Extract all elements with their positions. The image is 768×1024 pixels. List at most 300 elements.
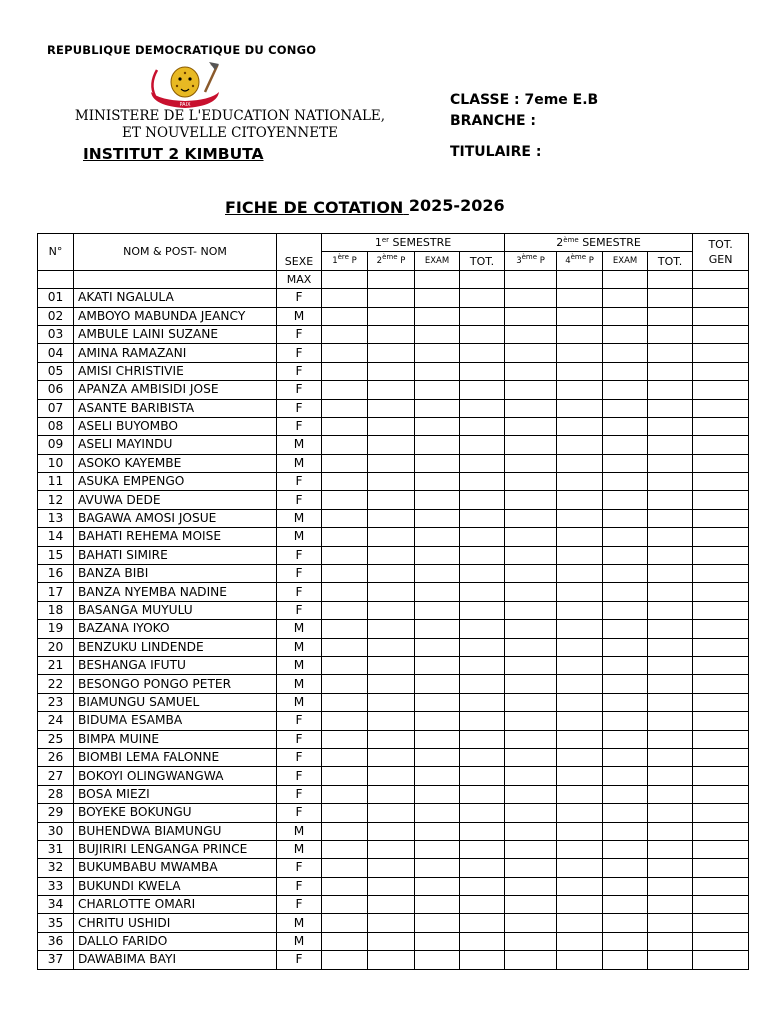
grade-cell: [415, 675, 460, 693]
grade-cell: [648, 638, 693, 656]
student-sexe: F: [277, 473, 322, 491]
period-2-header: 2ème P: [368, 252, 415, 270]
grade-cell: [693, 730, 749, 748]
grade-cell: [603, 399, 648, 417]
table-row: [38, 491, 749, 509]
grade-cell: [322, 417, 368, 435]
grade-cell: [693, 840, 749, 858]
grade-cell: [603, 804, 648, 822]
student-name: DAWABIMA BAYI: [74, 951, 277, 969]
table-row: [38, 840, 749, 858]
school-name: INSTITUT 2 KIMBUTA: [83, 145, 264, 163]
table-row: [38, 822, 749, 840]
grade-cell: [322, 473, 368, 491]
grade-cell: [505, 638, 557, 656]
student-name: BOYEKE BOKUNGU: [74, 804, 277, 822]
grade-cell: [415, 804, 460, 822]
grade-cell: [460, 932, 505, 950]
grade-cell: [693, 344, 749, 362]
grade-cell: [460, 767, 505, 785]
grade-cell: [648, 436, 693, 454]
student-name: AMBOYO MABUNDA JEANCY: [74, 307, 277, 325]
grade-cell: [368, 748, 415, 766]
grade-cell: [693, 565, 749, 583]
table-row: [38, 859, 749, 877]
grade-cell: [693, 712, 749, 730]
student-name: BENZUKU LINDENDE: [74, 638, 277, 656]
grade-cell: [322, 932, 368, 950]
grade-cell: [460, 583, 505, 601]
grade-cell: [603, 822, 648, 840]
grade-cell: [557, 491, 603, 509]
student-sexe: F: [277, 748, 322, 766]
grade-cell: [505, 951, 557, 969]
student-name: BIOMBI LEMA FALONNE: [74, 748, 277, 766]
exam-2-header: EXAM: [603, 252, 648, 270]
table-row: [38, 565, 749, 583]
student-name: BOKOYI OLINGWANGWA: [74, 767, 277, 785]
grade-cell: [460, 877, 505, 895]
table-row: [38, 877, 749, 895]
table-row: [38, 932, 749, 950]
table-row: [38, 693, 749, 711]
grade-cell: [460, 785, 505, 803]
table-row: [38, 730, 749, 748]
student-name: BIAMUNGU SAMUEL: [74, 693, 277, 711]
grade-cell: [603, 932, 648, 950]
table-row: [38, 344, 749, 362]
grade-cell: [557, 767, 603, 785]
grade-cell: [322, 289, 368, 307]
grade-cell: [322, 325, 368, 343]
table-row: [38, 509, 749, 527]
row-number: 22: [38, 675, 74, 693]
grade-cell: [415, 307, 460, 325]
grade-cell: [460, 840, 505, 858]
row-number: 18: [38, 601, 74, 619]
table-row: [38, 583, 749, 601]
grade-cell: [322, 601, 368, 619]
student-sexe: F: [277, 601, 322, 619]
grade-cell: [368, 804, 415, 822]
student-sexe: M: [277, 656, 322, 674]
tot-2-header: TOT.: [648, 252, 693, 270]
grade-cell: [693, 859, 749, 877]
grade-cell: [415, 325, 460, 343]
grade-cell: [460, 951, 505, 969]
grade-cell: [693, 601, 749, 619]
grade-cell: [557, 877, 603, 895]
grade-cell: [368, 436, 415, 454]
grade-cell: [415, 712, 460, 730]
table-row: [38, 307, 749, 325]
grade-cell: [415, 473, 460, 491]
grade-cell: [693, 381, 749, 399]
grade-cell: [505, 859, 557, 877]
grade-cell: [460, 307, 505, 325]
row-number: 20: [38, 638, 74, 656]
grade-cell: [415, 638, 460, 656]
table-row: [38, 454, 749, 472]
grade-cell: [368, 822, 415, 840]
student-sexe: F: [277, 344, 322, 362]
grade-cell: [603, 712, 648, 730]
grade-cell: [460, 675, 505, 693]
grade-cell: [603, 638, 648, 656]
student-sexe: M: [277, 822, 322, 840]
grade-cell: [415, 730, 460, 748]
grade-cell: [693, 546, 749, 564]
row-number: 07: [38, 399, 74, 417]
table-row: [38, 417, 749, 435]
grade-cell: [368, 565, 415, 583]
student-name: CHRITU USHIDI: [74, 914, 277, 932]
grade-cell: [603, 914, 648, 932]
student-name: BAHATI SIMIRE: [74, 546, 277, 564]
table-row: [38, 656, 749, 674]
grade-cell: [505, 436, 557, 454]
grade-cell: [603, 767, 648, 785]
grade-cell: [603, 289, 648, 307]
grade-cell: [368, 546, 415, 564]
grade-cell: [322, 528, 368, 546]
grade-cell: [505, 454, 557, 472]
grade-cell: [648, 417, 693, 435]
grade-cell: [322, 748, 368, 766]
grade-cell: [368, 675, 415, 693]
grade-cell: [603, 417, 648, 435]
grade-cell: [415, 344, 460, 362]
table-row: [38, 767, 749, 785]
grade-cell: [368, 454, 415, 472]
grade-cell: [505, 417, 557, 435]
grade-cell: [505, 381, 557, 399]
col-sexe-header: SEXE: [277, 234, 322, 271]
semester-1-header: 1er SEMESTRE: [322, 234, 505, 252]
row-number: 09: [38, 436, 74, 454]
grade-cell: [415, 822, 460, 840]
student-sexe: M: [277, 528, 322, 546]
grade-cell: [603, 473, 648, 491]
grade-cell: [322, 840, 368, 858]
grade-cell: [322, 693, 368, 711]
row-number: 23: [38, 693, 74, 711]
grade-cell: [603, 656, 648, 674]
class-label: CLASSE : 7eme E.B: [450, 92, 599, 108]
student-sexe: F: [277, 804, 322, 822]
branch-label: BRANCHE :: [450, 113, 537, 129]
row-number: 08: [38, 417, 74, 435]
student-sexe: M: [277, 638, 322, 656]
grade-cell: [368, 767, 415, 785]
grade-cell: [415, 785, 460, 803]
grade-cell: [460, 325, 505, 343]
grade-cell: [557, 656, 603, 674]
grade-cell: [415, 877, 460, 895]
grade-cell: [557, 528, 603, 546]
student-name: BUKUMBABU MWAMBA: [74, 859, 277, 877]
grade-cell: [557, 325, 603, 343]
grade-cell: [648, 381, 693, 399]
grade-cell: [505, 601, 557, 619]
student-sexe: F: [277, 325, 322, 343]
grade-cell: [648, 896, 693, 914]
grade-cell: [460, 289, 505, 307]
grade-cell: [603, 307, 648, 325]
student-sexe: M: [277, 675, 322, 693]
grade-cell: [603, 877, 648, 895]
student-sexe: F: [277, 859, 322, 877]
grade-cell: [368, 730, 415, 748]
grade-cell: [603, 491, 648, 509]
student-name: BESHANGA IFUTU: [74, 656, 277, 674]
student-name: AKATI NGALULA: [74, 289, 277, 307]
grade-cell: [693, 932, 749, 950]
student-sexe: F: [277, 362, 322, 380]
grade-cell: [460, 436, 505, 454]
grade-cell: [693, 620, 749, 638]
student-name: APANZA AMBISIDI JOSE: [74, 381, 277, 399]
grade-cell: [505, 528, 557, 546]
grade-cell: [368, 638, 415, 656]
grade-cell: [648, 877, 693, 895]
student-sexe: F: [277, 399, 322, 417]
table-row: [38, 289, 749, 307]
grade-cell: [648, 675, 693, 693]
grade-cell: [557, 932, 603, 950]
grade-cell: [415, 951, 460, 969]
grade-cell: [603, 951, 648, 969]
grade-cell: [693, 914, 749, 932]
grade-cell: [505, 804, 557, 822]
grade-cell: [603, 362, 648, 380]
grade-cell: [368, 307, 415, 325]
grade-cell: [693, 804, 749, 822]
grade-cell: [693, 307, 749, 325]
table-row: [38, 638, 749, 656]
row-number: 21: [38, 656, 74, 674]
grade-cell: [368, 473, 415, 491]
row-number: 17: [38, 583, 74, 601]
row-number: 24: [38, 712, 74, 730]
grade-cell: [557, 583, 603, 601]
grade-cell: [415, 491, 460, 509]
grade-cell: [460, 914, 505, 932]
grade-cell: [648, 748, 693, 766]
grade-cell: [603, 748, 648, 766]
grade-cell: [368, 344, 415, 362]
grade-cell: [322, 491, 368, 509]
grade-cell: [368, 877, 415, 895]
grade-cell: [322, 509, 368, 527]
grade-cell: [693, 767, 749, 785]
grade-cell: [603, 620, 648, 638]
student-name: ASANTE BARIBISTA: [74, 399, 277, 417]
grade-cell: [505, 656, 557, 674]
student-name: AMBULE LAINI SUZANE: [74, 325, 277, 343]
table-row: [38, 712, 749, 730]
grade-cell: [322, 822, 368, 840]
grade-cell: [693, 693, 749, 711]
row-number: 31: [38, 840, 74, 858]
grade-cell: [368, 914, 415, 932]
grade-cell: [557, 785, 603, 803]
grade-cell: [415, 546, 460, 564]
grade-cell: [603, 785, 648, 803]
grade-cell: [460, 399, 505, 417]
grade-cell: [415, 436, 460, 454]
grade-cell: [460, 473, 505, 491]
grade-cell: [460, 712, 505, 730]
table-row: [38, 620, 749, 638]
student-sexe: M: [277, 932, 322, 950]
grade-cell: [648, 583, 693, 601]
student-name: BIDUMA ESAMBA: [74, 712, 277, 730]
semester-2-header: 2ème SEMESTRE: [505, 234, 693, 252]
grade-cell: [415, 454, 460, 472]
grade-cell: [322, 307, 368, 325]
grade-cell: [603, 436, 648, 454]
grade-cell: [603, 381, 648, 399]
grade-cell: [693, 509, 749, 527]
grade-cell: [557, 620, 603, 638]
grade-cell: [505, 693, 557, 711]
grade-cell: [693, 822, 749, 840]
grade-cell: [557, 509, 603, 527]
grade-cell: [648, 362, 693, 380]
table-row: [38, 896, 749, 914]
grade-cell: [557, 914, 603, 932]
grade-cell: [322, 436, 368, 454]
table-row: [38, 601, 749, 619]
grade-cell: [322, 896, 368, 914]
student-sexe: F: [277, 546, 322, 564]
row-number: 35: [38, 914, 74, 932]
grade-cell: [557, 436, 603, 454]
row-number: 30: [38, 822, 74, 840]
grade-cell: [648, 859, 693, 877]
grade-cell: [368, 620, 415, 638]
grade-cell: [603, 454, 648, 472]
grade-cell: [505, 767, 557, 785]
student-name: BANZA NYEMBA NADINE: [74, 583, 277, 601]
row-number: 06: [38, 381, 74, 399]
ministry-line-1: MINISTERE DE L'EDUCATION NATIONALE,: [74, 108, 386, 124]
grade-cell: [460, 693, 505, 711]
teacher-label: TITULAIRE :: [450, 144, 542, 160]
student-sexe: M: [277, 620, 322, 638]
student-sexe: M: [277, 454, 322, 472]
grade-cell: [415, 362, 460, 380]
grade-cell: [648, 601, 693, 619]
grade-cell: [322, 914, 368, 932]
grade-cell: [693, 289, 749, 307]
student-sexe: M: [277, 914, 322, 932]
grade-cell: [603, 601, 648, 619]
grade-cell: [322, 877, 368, 895]
grade-cell: [460, 656, 505, 674]
grade-cell: [368, 325, 415, 343]
grade-cell: [603, 896, 648, 914]
grade-cell: [603, 730, 648, 748]
grade-cell: [557, 638, 603, 656]
grade-cell: [460, 509, 505, 527]
grade-cell: [693, 325, 749, 343]
grade-cell: [322, 712, 368, 730]
country-heading: REPUBLIQUE DEMOCRATIQUE DU CONGO: [47, 43, 317, 57]
grade-cell: [368, 951, 415, 969]
grade-cell: [368, 583, 415, 601]
student-name: AMINA RAMAZANI: [74, 344, 277, 362]
grade-cell: [505, 344, 557, 362]
grade-cell: [648, 399, 693, 417]
student-sexe: M: [277, 840, 322, 858]
grade-cell: [460, 417, 505, 435]
col-name-header: NOM & POST- NOM: [74, 234, 277, 271]
grade-cell: [648, 693, 693, 711]
row-number: 03: [38, 325, 74, 343]
grade-cell: [415, 381, 460, 399]
student-sexe: F: [277, 877, 322, 895]
grade-cell: [557, 896, 603, 914]
grade-cell: [460, 565, 505, 583]
grade-cell: [415, 767, 460, 785]
student-name: ASELI BUYOMBO: [74, 417, 277, 435]
row-number: 16: [38, 565, 74, 583]
grade-cell: [415, 583, 460, 601]
grade-cell: [505, 785, 557, 803]
grade-cell: [557, 822, 603, 840]
grade-cell: [368, 656, 415, 674]
grade-cell: [693, 399, 749, 417]
student-sexe: F: [277, 785, 322, 803]
grade-cell: [557, 601, 603, 619]
grade-cell: [603, 693, 648, 711]
table-row: [38, 528, 749, 546]
grade-cell: [557, 381, 603, 399]
row-number: 28: [38, 785, 74, 803]
row-number: 27: [38, 767, 74, 785]
grade-cell: [415, 289, 460, 307]
row-number: 34: [38, 896, 74, 914]
row-number: 10: [38, 454, 74, 472]
grade-cell: [322, 565, 368, 583]
max-label: MAX: [277, 270, 322, 288]
grade-cell: [648, 656, 693, 674]
grade-cell: [557, 693, 603, 711]
emblem-motto: PAIX: [179, 102, 191, 108]
grade-cell: [557, 362, 603, 380]
grade-cell: [368, 693, 415, 711]
grade-cell: [505, 399, 557, 417]
grade-cell: [322, 362, 368, 380]
grade-cell: [693, 896, 749, 914]
grade-cell: [603, 325, 648, 343]
row-number: 32: [38, 859, 74, 877]
grade-cell: [460, 859, 505, 877]
grade-cell: [415, 601, 460, 619]
grade-cell: [322, 730, 368, 748]
student-sexe: F: [277, 730, 322, 748]
grade-cell: [603, 509, 648, 527]
grade-cell: [460, 822, 505, 840]
grade-cell: [505, 546, 557, 564]
student-sexe: F: [277, 565, 322, 583]
student-name: DALLO FARIDO: [74, 932, 277, 950]
table-row: [38, 748, 749, 766]
grade-cell: [460, 362, 505, 380]
grade-cell: [505, 877, 557, 895]
